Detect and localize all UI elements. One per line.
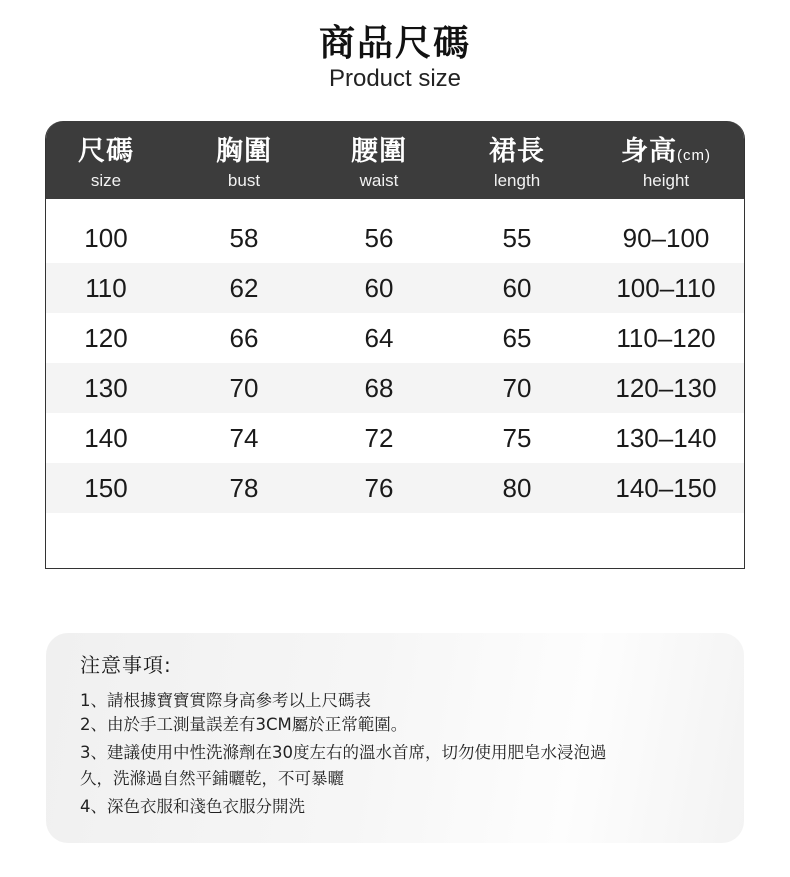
table-row (46, 213, 745, 263)
table-row (46, 363, 745, 413)
cell-height: 110–120 (616, 323, 716, 353)
cell-height: 140–150 (615, 473, 717, 503)
header-size-english: size (90, 171, 122, 190)
note-line: 1、請根據寶寶實際身高參考以上尺碼表 (80, 691, 371, 710)
header-waist (311, 121, 447, 199)
header-bust (176, 121, 312, 199)
cell-size: 100 (84, 223, 128, 253)
header-bust-english: bust (227, 171, 261, 190)
header-waist-label: 腰圍 (351, 136, 407, 167)
cell-bust: 66 (229, 323, 259, 353)
cell-waist: 64 (364, 323, 394, 353)
cell-bust: 78 (229, 473, 259, 503)
cell-waist: 56 (364, 223, 394, 253)
table-row (46, 263, 745, 313)
cell-waist: 72 (364, 423, 394, 453)
header-height-label (591, 135, 741, 173)
cell-size: 140 (84, 423, 128, 453)
cell-height: 120–130 (615, 373, 717, 403)
table-row (46, 313, 745, 363)
table-header (46, 121, 745, 199)
cell-bust: 74 (229, 423, 259, 453)
header-height-english: height (642, 171, 690, 190)
table-row (46, 463, 745, 513)
cell-height: 90–100 (622, 223, 710, 253)
cell-length: 80 (502, 473, 532, 503)
header-waist-english: waist (359, 171, 399, 190)
cell-waist: 76 (364, 473, 394, 503)
cell-bust: 62 (229, 273, 259, 303)
cell-waist: 60 (364, 273, 394, 303)
note-line: 3、建議使用中性洗滌劑在30度左右的溫水首席，切勿使用肥皂水浸泡過 (80, 743, 607, 762)
header-length-english: length (493, 171, 541, 190)
cell-height: 130–140 (615, 423, 717, 453)
page-title: 商品尺碼 (318, 23, 471, 64)
cell-length: 75 (502, 423, 532, 453)
size-table (45, 121, 745, 569)
page-subtitle: Product size (328, 65, 462, 92)
note-line: 久，洗滌過自然平鋪曬乾，不可暴曬 (80, 769, 344, 788)
cell-bust: 70 (229, 373, 259, 403)
header-height-unit: (cm) (677, 147, 711, 164)
header-length-label: 裙長 (489, 136, 545, 167)
care-notes (46, 633, 744, 843)
header-size-label: 尺碼 (78, 136, 134, 167)
notes-title: 注意事項: (80, 653, 172, 677)
header-length (449, 121, 585, 199)
cell-waist: 68 (364, 373, 394, 403)
note-line: 2、由於手工測量誤差有3CM屬於正常範圍。 (80, 715, 408, 734)
cell-size: 110 (85, 273, 127, 303)
cell-size: 120 (84, 323, 128, 353)
header-height-text: 身高 (621, 136, 677, 167)
cell-length: 65 (502, 323, 532, 353)
cell-length: 70 (502, 373, 532, 403)
cell-height: 100–110 (616, 273, 716, 303)
header-height (591, 121, 741, 199)
cell-length: 60 (502, 273, 532, 303)
cell-bust: 58 (229, 223, 259, 253)
note-line: 4、深色衣服和淺色衣服分開洗 (80, 797, 305, 816)
header-size (46, 121, 166, 199)
cell-length: 55 (502, 223, 532, 253)
table-row (46, 413, 745, 463)
cell-size: 130 (84, 373, 128, 403)
header-bust-label: 胸圍 (216, 136, 272, 167)
cell-size: 150 (84, 473, 128, 503)
